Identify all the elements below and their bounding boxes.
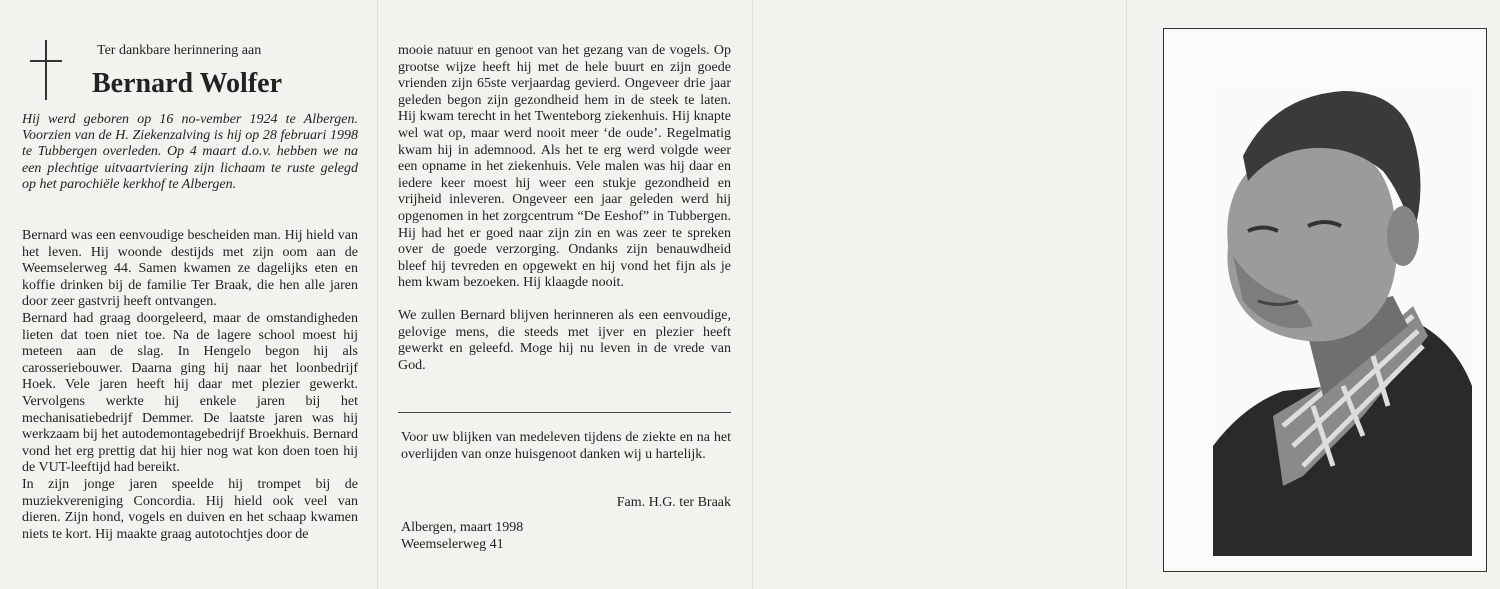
deceased-name: Bernard Wolfer [92, 68, 283, 99]
signature: Fam. H.G. ter Braak [616, 495, 731, 510]
divider [398, 412, 731, 413]
paragraph: Bernard had graag doorgeleerd, maar de omstandigheden lieten dat toen niet toe. Na de lagere school moest hij meteen aan de slag. In Hengelo begon hij als carosseriebouwer. Daarna ging hij naar het loonbedrijf Hoek. Vele jaren heeft hij daar met plezier gewerkt. Vervolgens werkte hij enkele jaren bij het mechanisatiebedrijf Demmer. De laatste jaren was hij werkzaam bij het autodemontagebedrijf Broekhuis. Bernard vond het erg prettig dat hij hier nog wat kon doen toen hij de VUT-leeftijd had bereikt. [22, 310, 358, 476]
place-block [401, 520, 523, 553]
intro-text: Ter dankbare herinnering aan [97, 43, 262, 58]
paragraph: mooie natuur en genoot van het gezang van de vogels. Op grootse wijze heeft hij met de hele buurt en zijn goede vrienden zijn 65ste verjaardag gevierd. Ongeveer drie jaar geleden begon zijn gezondheid hem in de steek te laten. Hij kwam terecht in het Twenteborg ziekenhuis. Hij knapte wel wat op, maar werd nooit meer ‘de oude’. Regelmatig kwam hij in ademnood. Als het te erg werd volgde weer een opname in het ziekenhuis. Vele malen was hij daar en iedere keer moest hij weer een stukje gezondheid en vrijheid inleveren. Ongeveer een jaar geleden werd hij opgenomen in het zorgcentrum “De Eeshof” in Tubbergen. Hij had het er goed naar zijn zin en was zeer te spreken over de goede verzorging. Ondanks zijn benauwdheid bleef hij tevreden en opgewekt en hij vond het fijn als je hem kwam bezoeken. Hij klaagde nooit. [398, 43, 731, 291]
cross-icon [30, 40, 62, 100]
fold-line [1126, 0, 1127, 589]
place-date: Albergen, maart 1998 [401, 520, 524, 535]
paragraph: Bernard was een eenvoudige bescheiden man. Hij hield van het leven. Hij woonde destijds met zijn oom aan de Weemselerweg 44. Samen kwamen ze dagelijks eten en koffie drinken bij de familie Ter Braak, die hen alle jaren door zeer gastvrij heeft ontvangen. [22, 228, 358, 310]
biography-italic: Hij werd geboren op 16 no-vember 1924 te Albergen. Voorzien van de H. Ziekenzalving is hij op 28 februari 1998 te Tubbergen overleden. Op 4 maart d.o.v. hebben we na een plechtige uitvaartviering zijn lichaam te ruste gelegd op het parochiële kerkhof te Albergen. [22, 112, 358, 192]
column-2-text [398, 43, 731, 374]
portrait-photo [1213, 86, 1472, 556]
thanks-text: Voor uw blijken van medeleven tijdens de ziekte en na het overlijden van onze huisgenoot danken wij u hartelijk. [401, 430, 731, 462]
fold-line [377, 0, 378, 589]
address: Weemselerweg 41 [401, 536, 504, 552]
paragraph: In zijn jonge jaren speelde hij trompet bij de muziekvereniging Concordia. Hij hield ook veel van dieren. Zijn hond, vogels en duiven en het schaap kwamen niets te kort. Hij maakte graag autotochtjes door de [22, 476, 358, 542]
column-1-text [22, 228, 358, 543]
paragraph: We zullen Bernard blijven herinneren als een eenvoudige, gelovige mens, die steeds met ijver en plezier heeft gewerkt en geleefd. Moge hij nu leven in de vrede van God. [398, 307, 731, 373]
fold-line [752, 0, 753, 589]
